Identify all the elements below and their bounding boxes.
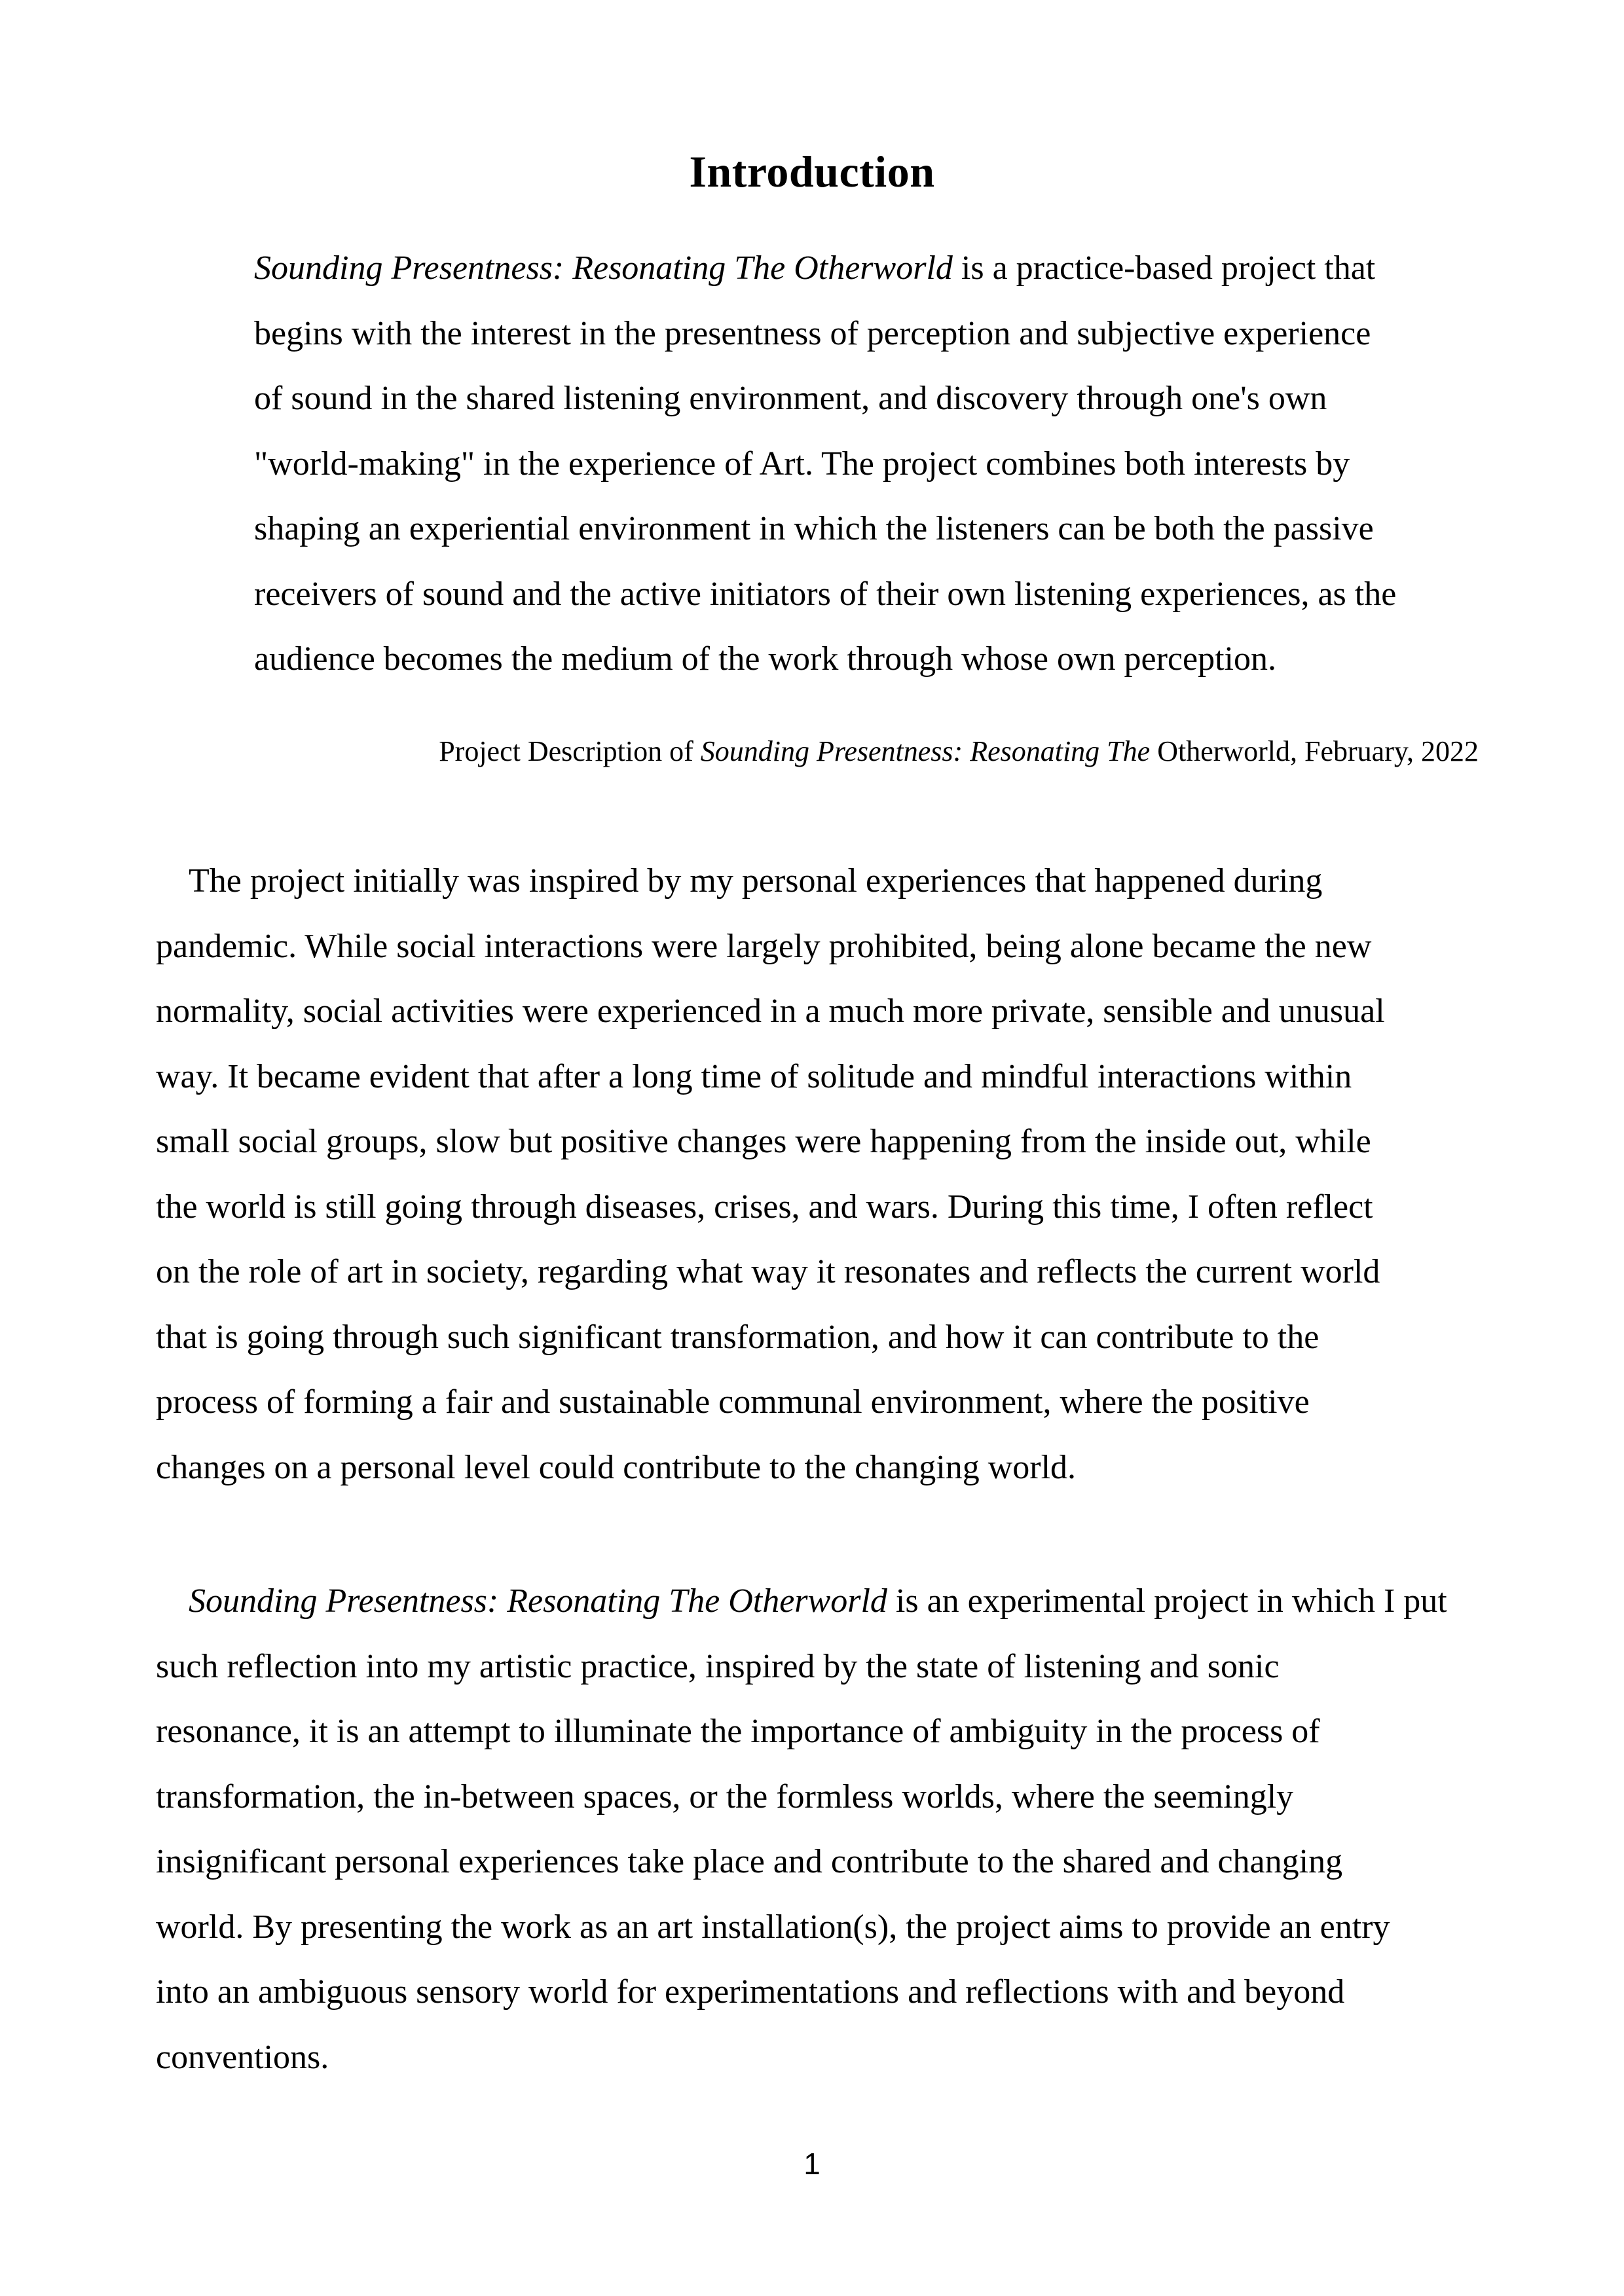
paragraph-line [156,1959,1505,2025]
paragraph-line-text: transformation, the in-between spaces, or the formless worlds, where the seemingly [156,1777,1294,1815]
quote-line [254,496,1498,562]
attribution-suffix: Otherworld, February, 2022 [1150,735,1479,767]
paragraph-line-text: resonance, it is an attempt to illuminate the importance of ambiguity in the process of [156,1713,1320,1750]
paragraph-line [156,1699,1505,1764]
paragraph-line-text: small social groups, slow but positive changes were happening from the inside out, while [156,1123,1371,1160]
quote-line-italic: Sounding Presentness: Resonating The Otherworld [254,249,953,287]
quote-line [254,431,1498,497]
paragraph-line-text: into an ambiguous sensory world for experimentations and reflections with and beyond [156,1973,1345,2011]
paragraph-line-text: normality, social activities were experienced in a much more private, sensible and unusual [156,993,1385,1030]
paragraph-line [156,1109,1505,1175]
paragraph-line [156,1895,1505,1960]
quote-line [254,301,1498,367]
quote-line [254,366,1498,431]
paragraph-line-text: changes on a personal level could contribute to the changing world. [156,1448,1077,1486]
page-title: Introduction [689,147,935,196]
paragraph-line [156,848,1505,914]
paragraph-line-text: insignificant personal experiences take place and contribute to the shared and changing [156,1843,1343,1880]
paragraph-line [156,1435,1505,1501]
body-paragraph-1 [156,848,1505,1500]
quote-line-text: of sound in the shared listening environment, and discovery through one's own [254,380,1327,417]
quote-line-text: "world-making" in the experience of Art. The project combines both interests by [254,445,1350,483]
paragraph-line-text: conventions. [156,2038,329,2076]
paragraph-line [156,1305,1505,1370]
paragraph-line-text: the world is still going through diseases, crises, and wars. During this time, I often reflect [156,1188,1373,1226]
paragraph-line-text: The project initially was inspired by my personal experiences that happened during [189,862,1323,900]
quote-line-text: shaping an experiential environment in which the listeners can be both the passive [254,510,1374,547]
attribution-italic-title: Sounding Presentness: Resonating The [700,735,1151,767]
quote-line-text: is a practice-based project that [952,249,1376,287]
block-quote [254,236,1498,692]
paragraph-line-text: on the role of art in society, regarding what way it resonates and reflects the current world [156,1253,1380,1290]
paragraph-italic-title: Sounding Presentness: Resonating The Otherworld [189,1582,887,1620]
paragraph-line [156,1829,1505,1895]
page-number: 1 [803,2147,821,2181]
quote-line-text: audience becomes the medium of the work through whose own perception. [254,640,1276,678]
quote-line-text: begins with the interest in the presentness of perception and subjective experience [254,314,1371,352]
paragraph-line [156,2025,1505,2090]
paragraph-line-text: is an experimental project in which I put [887,1582,1447,1620]
paragraph-line [156,1569,1505,1634]
paragraph-line-text: that is going through such significant transformation, and how it can contribute to the [156,1318,1320,1356]
paragraph-line [156,914,1505,979]
paragraph-line-text: process of forming a fair and sustainable communal environment, where the positive [156,1383,1310,1421]
quote-line [254,236,1498,301]
paragraph-line [156,1370,1505,1435]
paragraph-line [156,1044,1505,1110]
paragraph-line [156,1239,1505,1305]
paragraph-line [156,1764,1505,1830]
quote-attribution [439,735,1479,769]
paragraph-line-text: world. By presenting the work as an art installation(s), the project aims to provide an entry [156,1908,1390,1946]
paragraph-line [156,979,1505,1044]
paragraph-line-text: such reflection into my artistic practice, inspired by the state of listening and sonic [156,1647,1280,1685]
quote-line [254,562,1498,627]
paragraph-line-text: pandemic. While social interactions were largely prohibited, being alone became the new [156,927,1372,965]
quote-line [254,627,1498,692]
attribution-prefix: Project Description of [439,735,701,767]
body-paragraph-2 [156,1569,1505,2090]
paragraph-line [156,1175,1505,1240]
paragraph-line-text: way. It became evident that after a long time of solitude and mindful interactions within [156,1057,1352,1095]
paragraph-line [156,1634,1505,1700]
quote-line-text: receivers of sound and the active initiators of their own listening experiences, as the [254,575,1397,613]
